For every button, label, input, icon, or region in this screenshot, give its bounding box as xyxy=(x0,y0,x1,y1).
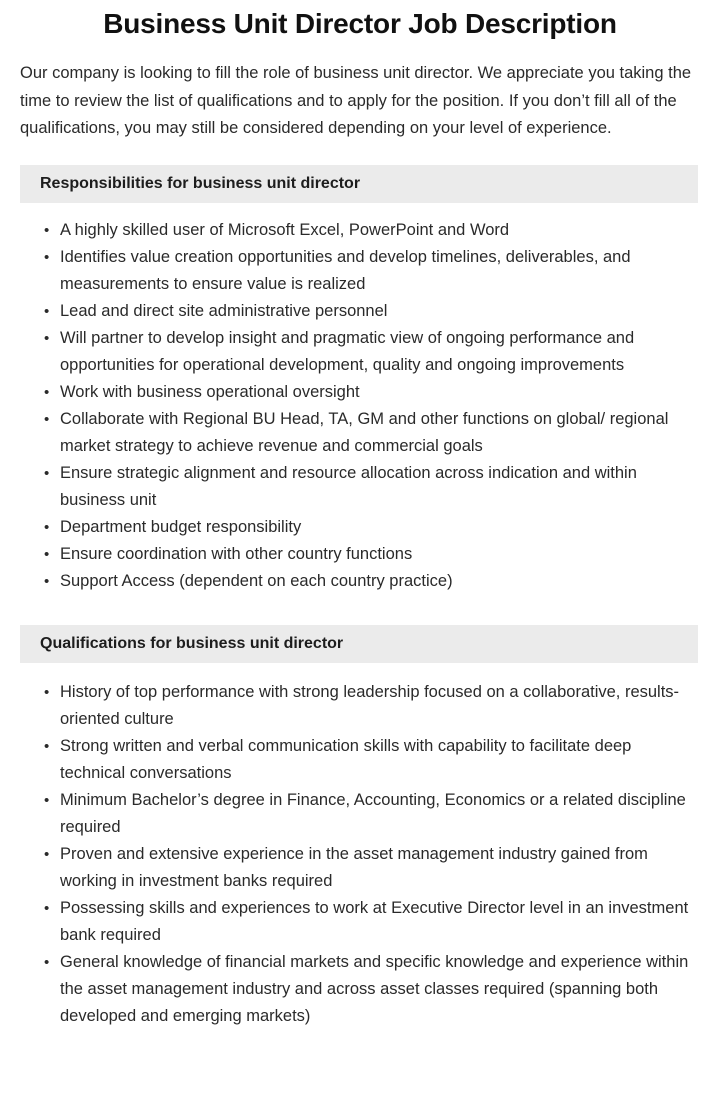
section-header-qualifications xyxy=(20,625,698,663)
list-item: • History of top performance with strong leadership focused on a collaborative, results-oriented culture xyxy=(44,679,698,733)
list-item: • A highly skilled user of Microsoft Excel, PowerPoint and Word xyxy=(44,217,698,244)
qualifications-list xyxy=(0,663,720,1030)
section-qualifications xyxy=(0,625,720,1030)
section-header-qualifications-label: Qualifications for business unit director xyxy=(40,634,344,652)
list-item: • General knowledge of financial markets and specific knowledge and experience within the asset management industry and across asset classes required (spanning both developed and emerging markets) xyxy=(44,949,698,1030)
section-responsibilities xyxy=(0,165,720,595)
list-item: • Collaborate with Regional BU Head, TA, GM and other functions on global/ regional market strategy to achieve revenue and commercial goals xyxy=(44,406,698,460)
page-bottom-spacer xyxy=(0,1030,720,1054)
list-item: • Strong written and verbal communication skills with capability to facilitate deep technical conversations xyxy=(44,733,698,787)
section-header-responsibilities xyxy=(20,165,698,203)
list-item: • Support Access (dependent on each country practice) xyxy=(44,568,698,595)
page-title: Business Unit Director Job Description xyxy=(103,8,617,39)
list-item: • Identifies value creation opportunities and develop timelines, deliverables, and measurements to ensure value is realized xyxy=(44,244,698,298)
list-item: • Ensure coordination with other country functions xyxy=(44,541,698,568)
list-item: • Ensure strategic alignment and resource allocation across indication and within business unit xyxy=(44,460,698,514)
intro-paragraph: Our company is looking to fill the role of business unit director. We appreciate you taking the time to review the list of qualifications and to apply for the position. If you don’t fill all of the qualifications, you may still be considered depending on your level of experience. xyxy=(20,64,692,137)
list-item: • Possessing skills and experiences to work at Executive Director level in an investment bank required xyxy=(44,895,698,949)
list-item: • Work with business operational oversight xyxy=(44,379,698,406)
section-header-responsibilities-label: Responsibilities for business unit director xyxy=(40,174,361,192)
responsibilities-list xyxy=(0,203,720,595)
list-item: • Proven and extensive experience in the asset management industry gained from working in investment banks required xyxy=(44,841,698,895)
list-item: • Will partner to develop insight and pragmatic view of ongoing performance and opportunities for operational development, quality and ongoing improvements xyxy=(44,325,698,379)
list-item: • Department budget responsibility xyxy=(44,514,698,541)
list-item: • Minimum Bachelor’s degree in Finance, Accounting, Economics or a related discipline required xyxy=(44,787,698,841)
list-item: • Lead and direct site administrative personnel xyxy=(44,298,698,325)
